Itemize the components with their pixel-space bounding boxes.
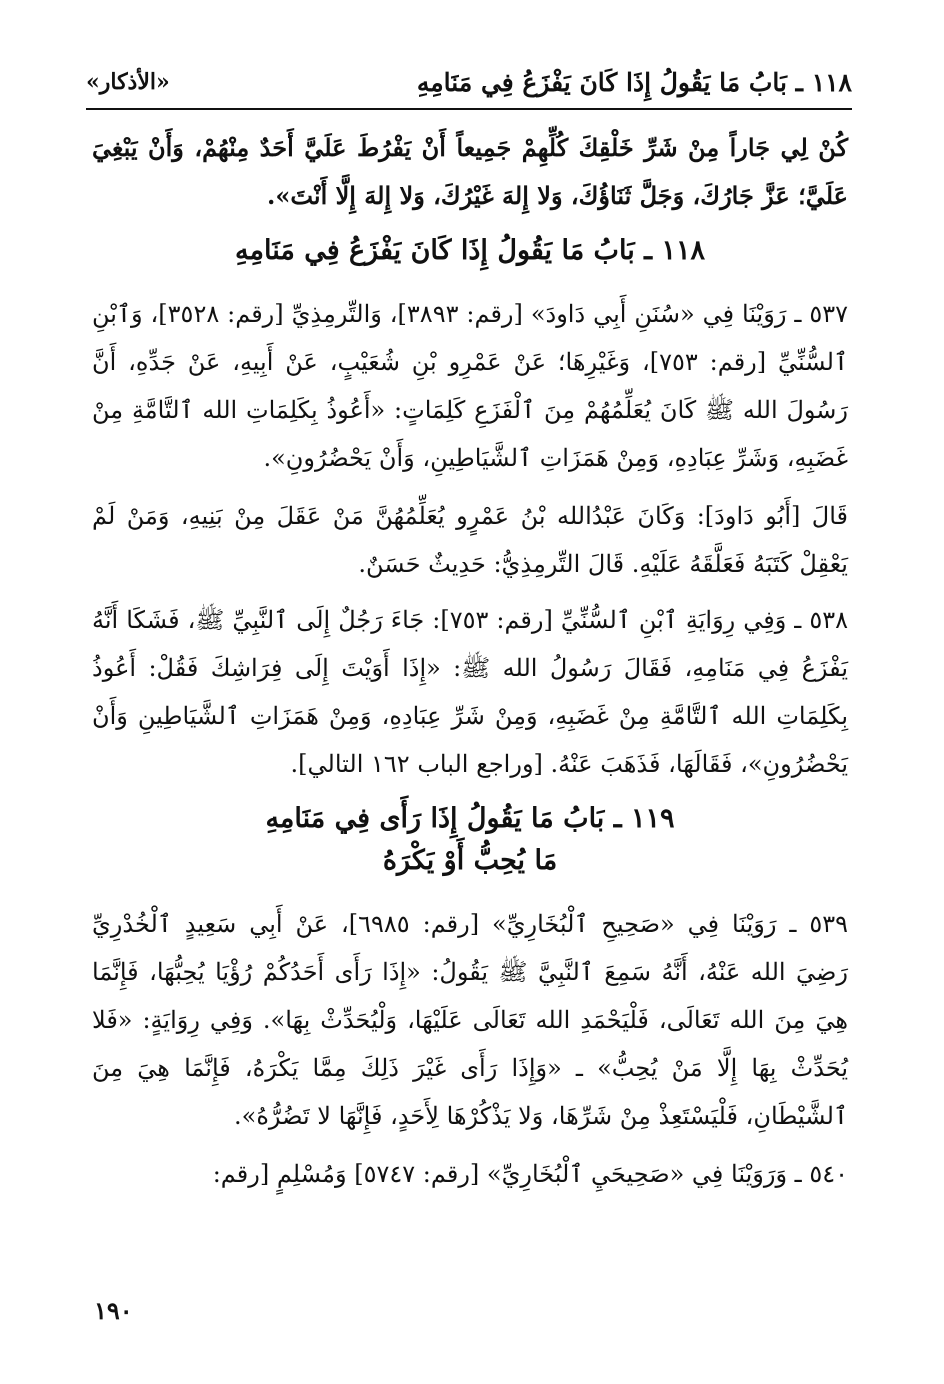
hadith-537: ٥٣٧ ـ رَوَيْنَا فِي «سُنَنِ أَبِي دَاودَ» [رقم: ٣٨٩٣]، وَالتِّرمِذِيِّ [رقم: ٣٥٢٨]، وَٱبْنِ ٱلسُّنِّيِّ [رقم: ٧٥٣]، وَغَيْرِهَا؛ عَنْ عَمْرِو بْنِ شُعَيْبٍ، عَنْ أَبِيهِ، عَنْ جَدِّهِ، أَنَّ رَسُولَ الله ﷺ كَانَ يُعَلِّمُهُمْ مِنَ ٱلْفَزَعِ كَلِمَاتٍ: «أَعُوذُ بِكَلِمَاتِ الله ٱلتَّامَّةِ مِنْ غَضَبِهِ، وَشَرِّ عِبَادِهِ، وَمِنْ هَمَزَاتِ ٱلشَّيَاطِينِ، وَأَنْ يَحْضُرُونِ». — [92, 300, 849, 472]
running-title: ١١٨ ـ بَابُ مَا يَقُولُ إِذَا كَانَ يَفْزَعُ فِي مَنَامِهِ — [416, 67, 852, 97]
chapter-119-title-line2: مَا يُحِبُّ أَوْ يَكْرَهُ — [382, 845, 558, 876]
hadith-537-note: قَالَ [أَبُو دَاودَ]: وَكَانَ عَبْدُالله بْنُ عَمْرٍو يُعَلِّمُهُنَّ مَنْ عَقَلَ مِنْ بَنِيهِ، وَمَنْ لَمْ يَعْقِلْ كَتَبَهُ فَعَلَّقَهُ عَلَيْهِ. قَالَ التِّرمِذِيُّ: حَدِيثٌ حَسَنٌ. — [92, 502, 848, 578]
chapter-119-heading — [92, 798, 848, 882]
header-divider — [86, 108, 852, 110]
hadith-540: ٥٤٠ ـ وَرَوَيْنَا فِي «صَحِيحَيِ ٱلْبُخَارِيِّ» [رقم: ٥٧٤٧] وَمُسْلِمٍ [رقم: — [212, 1160, 848, 1188]
hadith-538: ٥٣٨ ـ وَفِي رِوَايَةِ ٱبْنِ ٱلسُّنِّيِّ [رقم: ٧٥٣]: جَاءَ رَجُلٌ إِلَى ٱلنَّبِيِّ ﷺ، فَشَكَا أَنَّهُ يَفْزَعُ فِي مَنَامِهِ، فَقَالَ رَسُولُ الله ﷺ: «إِذَا أَوَيْتَ إِلَى فِرَاشِكَ فَقُلْ: أَعُوذُ بِكَلِمَاتِ الله ٱلتَّامَّةِ مِنْ غَضَبِهِ، وَمِنْ شَرِّ عِبَادِهِ، وَمِنْ هَمَزَاتِ ٱلشَّيَاطِينِ وَأَنْ يَحْضُرُونِ»، فَقَالَهَا، فَذَهَبَ عَنْهُ. [وراجع الباب ١٦٢ التالي]. — [92, 606, 848, 778]
page-body — [92, 124, 848, 1208]
page-header — [86, 60, 852, 104]
chapter-118-title: ١١٨ ـ بَابُ مَا يَقُولُ إِذَا كَانَ يَفْزَعُ فِي مَنَامِهِ — [235, 235, 705, 266]
page-number: ١٩٠ — [94, 1296, 133, 1325]
hadith-539: ٥٣٩ ـ رَوَيْنَا فِي «صَحِيحِ ٱلْبُخَارِيِّ» [رقم: ٦٩٨٥]، عَنْ أَبِي سَعِيدٍ ٱلْخُدْرِيِّ رَضِيَ الله عَنْهُ، أَنَّهُ سَمِعَ ٱلنَّبِيَّ ﷺ يَقُولُ: «إِذَا رَأَى أَحَدُكُمْ رُؤْيَا يُحِبُّهَا، فَإِنَّمَا هِيَ مِنَ الله تَعَالَى، فَلْيَحْمَدِ الله تَعَالَى عَلَيْهَا، وَلْيُحَدِّثْ بِهَا». وَفِي رِوَايَةٍ: «فَلا يُحَدِّثْ بِهَا إِلَّا مَنْ يُحِبُّ» ـ «وَإِذَا رَأَى غَيْرَ ذَلِكَ مِمَّا يَكْرَهُ، فَإِنَّمَا هِيَ مِنَ ٱلشَّيْطَانِ، فَلْيَسْتَعِذْ مِنْ شَرِّهَا، وَلا يَذْكُرْهَا لِأَحَدٍ، فَإِنَّهَا لا تَضُرُّهُ». — [92, 910, 849, 1130]
book-name: «الأذكار» — [86, 69, 170, 95]
opening-paragraph: كُنْ لِي جَاراً مِنْ شَرِّ خَلْقِكَ كُلِّهِمْ جَمِيعاً أَنْ يَفْرُطَ عَلَيَّ أَحَدٌ مِنْهُمْ، وَأَنْ يَبْغِيَ عَلَيَّ؛ عَزَّ جَارُكَ، وَجَلَّ ثَنَاؤُكَ، وَلا إِلهَ غَيْرُكَ، وَلا إِلهَ إِلَّا أَنْتَ». — [92, 133, 848, 210]
chapter-118-heading — [92, 230, 848, 272]
chapter-119-title-line1: ١١٩ ـ بَابُ مَا يَقُولُ إِذَا رَأَى فِي مَنَامِهِ — [265, 803, 675, 834]
